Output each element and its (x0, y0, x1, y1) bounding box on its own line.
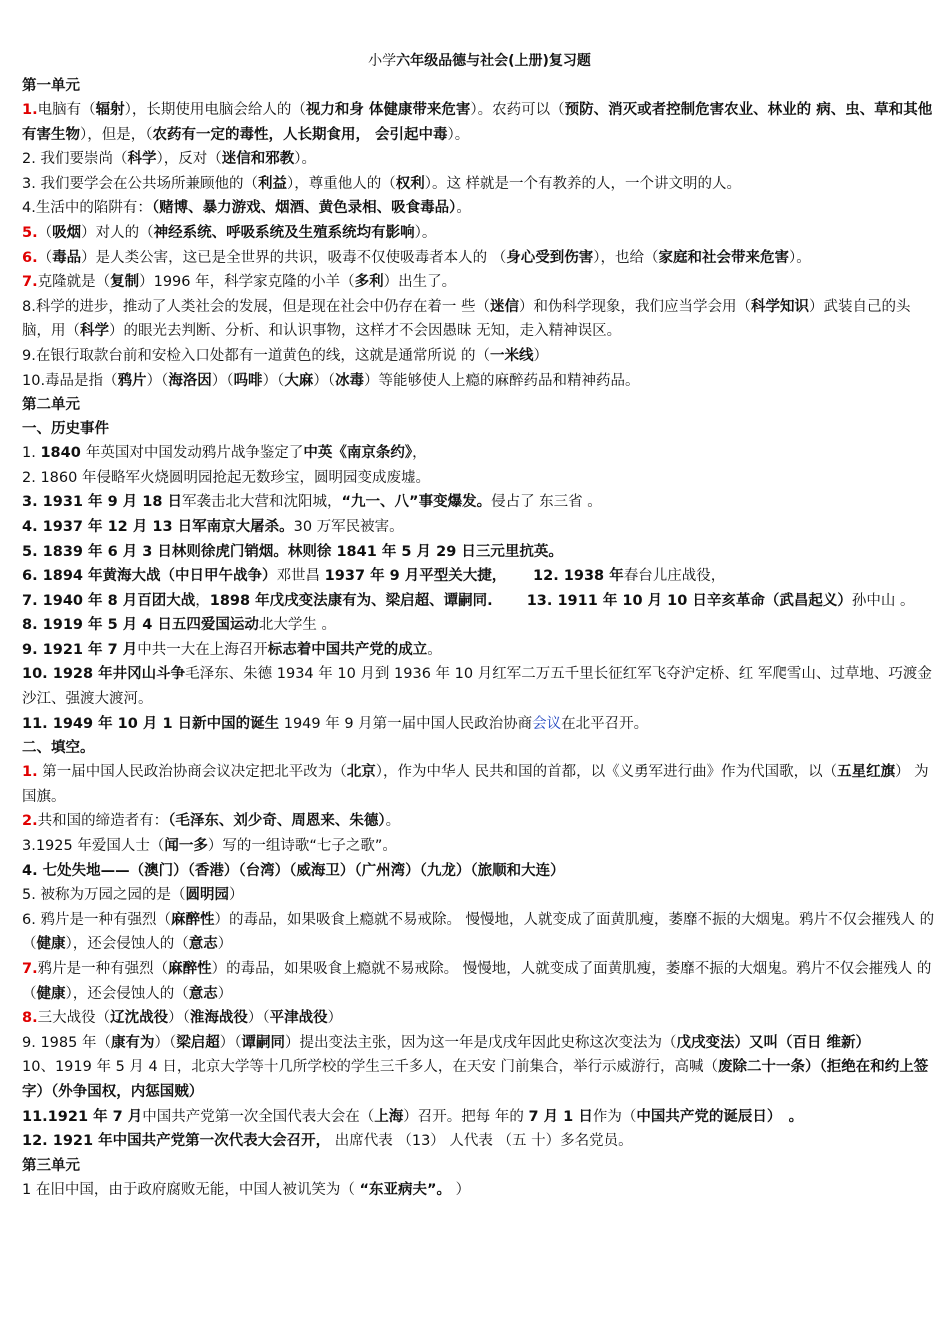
answer-text: 视力和身 体健康带来危害 (305, 102, 471, 118)
answer-text: 神经系统、呼吸系统及生殖系统均有影响 (153, 224, 415, 241)
text-segment: 6. 鸦片是一种有强烈（ (22, 911, 171, 928)
text-segment: ）（ (211, 372, 234, 389)
list-item (22, 515, 937, 540)
answer-text: 意志 (188, 985, 218, 1002)
list-item (22, 295, 937, 344)
answer-text: 身心受到伤害 (506, 249, 594, 266)
answer-text: 中国共产党的诞辰日） 。 (636, 1108, 804, 1125)
text-segment: ）武装自己的头 脑，用（ (22, 298, 911, 340)
list-item (22, 98, 937, 147)
text-segment: 9. 1985 年（ (22, 1034, 111, 1051)
answer-text: 平津战役 (269, 1010, 328, 1027)
unit-3-list (22, 1178, 937, 1203)
answer-text: 复制 (110, 274, 140, 291)
list-item (22, 221, 937, 246)
text-segment: ），还会侵蚀人的（ (65, 985, 189, 1002)
list-item (22, 344, 937, 369)
list-item (22, 1178, 937, 1203)
list-item (22, 270, 937, 295)
text-segment: ）的眼光去判断、分析、和认识事物，这样才不会因愚昧 无知，走入精神误区。 (109, 323, 622, 340)
text-segment: ），作为中华人 民共和国的首都，以《义勇军进行曲》作为代国歌，以（ (375, 764, 838, 781)
text-segment: 北大学生 。 (258, 617, 337, 634)
list-item (22, 1055, 937, 1104)
text-segment: ）（ (313, 372, 336, 389)
text-segment: ） (451, 1181, 471, 1198)
heading-unit-1: 第一单元 (22, 78, 80, 94)
answer-text: 意志 (188, 936, 218, 953)
text-segment: ）。这 样就是一个有教养的人，一个讲文明的人。 (424, 175, 742, 192)
text-segment: 三大战役（ (37, 1010, 111, 1027)
document-title (22, 50, 937, 70)
text-segment: 军袭击北大营和沈阳城， (182, 494, 342, 511)
answer-text: 淮海战役 (189, 1010, 248, 1027)
answer-text: 冰毒 (335, 372, 365, 389)
text-segment: 3.1925 年爱国人士（ (22, 838, 165, 855)
answer-text: 4. 七处失地——（澳门）（香港）（台湾）（威海卫）（广州湾）（九龙）（旅顺和大连） (22, 862, 565, 879)
title-main: 六年级品德与社会(上册)复习题 (396, 53, 591, 69)
text-segment: 3. 我们要学会在公共场所兼顾他的（ (22, 175, 258, 192)
text-segment: ）召开。把每 年的 (403, 1108, 529, 1125)
text-segment: ）（ (168, 1010, 190, 1027)
text-segment: ）的毒品，如果吸食上瘾就不易戒除。 慢慢地，人就变成了面黄肌瘦，萎靡不振的大烟鬼。鸦片不仅会摧残人 的（ (22, 961, 932, 1002)
item-number: 8. (22, 1010, 38, 1027)
text-segment: 。 (385, 813, 401, 830)
text-segment: ），尊重他人的（ (286, 175, 396, 192)
answer-text: 北京 (346, 764, 376, 781)
title-prefix: 小学 (368, 53, 397, 69)
answer-text: 科学 (127, 151, 157, 168)
text-segment: ）（ (247, 1010, 270, 1027)
text-segment: 共和国的缔造者有： (37, 813, 169, 830)
text-segment: ）写的一组诗歌“七子之歌”。 (207, 838, 397, 855)
text-segment: ）（ (146, 372, 169, 389)
text-segment: 电脑有（ (37, 102, 96, 118)
text-segment: ）和伪科学现象，我们应当学会用（ (518, 298, 751, 315)
text-segment: 1 在旧中国，由于政府腐败无能，中国人被讥笑为（ (22, 1181, 360, 1198)
answer-text: 7 月 1 日 (528, 1108, 593, 1125)
list-item (22, 589, 937, 614)
list-item (22, 540, 937, 565)
answer-text: 农药有一定的毒性，人长期食用， 会引起中毒 (152, 126, 448, 143)
text-segment: ）。 (788, 249, 811, 266)
text-segment: 年英国对中国发动鸦片战争鉴定了 (85, 445, 304, 462)
answer-text: 五星红旗 (837, 764, 896, 781)
answer-text: 11.1921 年 7 月 (22, 1108, 143, 1125)
list-item (22, 883, 937, 908)
text-segment: （ (37, 224, 53, 241)
answer-text: 12. 1921 年中国共产党第一次代表大会召开， (22, 1133, 331, 1150)
list-item (22, 809, 937, 834)
text-segment: 2. 我们要崇尚（ (22, 151, 128, 168)
text-segment: 鸦片是一种有强烈（ (37, 961, 169, 977)
answer-text: 上海 (374, 1108, 404, 1125)
list-item (22, 466, 937, 491)
text-segment: 中共一大在上海召开 (137, 641, 268, 658)
answer-text: 闻一多 (164, 838, 208, 855)
list-item (22, 369, 937, 394)
answer-text: “东亚病夫”。 (359, 1181, 452, 1198)
answer-text: 迷信和邪教 (221, 151, 295, 168)
answer-text: 毒品 (52, 249, 82, 266)
answer-text: 多利 (354, 274, 384, 291)
heading-fill-blanks: 二、填空。 (22, 740, 95, 757)
answer-text: 3. 1931 年 9 月 18 日 (22, 494, 183, 511)
answer-text: 迷信 (489, 298, 519, 315)
answer-text: 科学 (80, 323, 109, 340)
list-item (22, 147, 937, 172)
text-segment: ）（ (154, 1034, 177, 1051)
list-item (22, 712, 937, 737)
list-item (22, 638, 937, 663)
text-segment: 孙中山 。 (851, 592, 915, 609)
heading-unit-3: 第三单元 (22, 1157, 80, 1174)
answer-text: 吸烟 (52, 224, 82, 241)
text-segment: 中国共产党第一次全国代表大会在（ (142, 1108, 375, 1125)
answer-text: 10. 1928 年井冈山斗争 (22, 666, 186, 683)
answer-text: 1840 (40, 445, 86, 462)
answer-text: 6. 1894 年黄海大战（中日甲午战争） (22, 568, 277, 585)
text-segment: ）提出变法主张，因为这一年是戊戌年因此史称这次变法为（ (284, 1034, 677, 1051)
item-number: 1. (22, 102, 38, 118)
text-segment: 。 (427, 641, 442, 658)
text-segment: ） (327, 1010, 343, 1027)
document-body (22, 50, 937, 1202)
answer-text: 标志着中国共产党的成立 (267, 641, 428, 658)
item-number: 1. (22, 764, 38, 781)
answer-text: 大麻 (284, 372, 314, 389)
text-segment: 2. 1860 年侵略军火烧圆明园抢起无数珍宝，圆明园变成废墟。 (22, 469, 430, 486)
list-item (22, 564, 937, 589)
text-segment: ） (533, 347, 548, 364)
answer-text: 麻醉性 (170, 911, 215, 928)
text-segment: 出席代表 （13） 人代表 （五 十）多名党员。 (330, 1133, 633, 1150)
list-item (22, 1031, 937, 1056)
unit-1-list (22, 98, 937, 393)
text-segment: 作为（ (592, 1108, 637, 1125)
text-segment: 10.毒品是指（ (22, 372, 118, 389)
text-segment: 春台儿庄战役， (623, 568, 726, 585)
text-segment: ），也给（ (593, 249, 659, 266)
text-segment: ）的毒品，如果吸食上瘾就不易戒除。 慢慢地，人就变成了面黄肌瘦，萎靡不振的大烟鬼。鸦片不仅会摧残人 的（ (22, 911, 935, 953)
list-item (22, 613, 937, 638)
answer-text: 9. 1921 年 7 月 (22, 641, 138, 658)
text-segment: ）。 (294, 151, 316, 168)
text-segment: ），长期使用电脑会给人的（ (124, 102, 306, 118)
text-segment: 毛泽东、朱德 1934 年 10 月到 1936 年 10 月红军二万五千里长征红军飞夺沪定桥、红 军爬雪山、过草地、巧渡金沙江、强渡大渡河。 (22, 666, 932, 708)
text-segment: 10、1919 年 5 月 4 日，北京大学等十几所学校的学生三千多人，在天安 门前集合，举行示威游行，高喊（ (22, 1059, 718, 1076)
item-number: 6. (22, 249, 38, 266)
list-item (22, 246, 937, 271)
answer-text: 中英《南京条约》 (303, 445, 413, 462)
text-segment: 4.生活中的陷阱有： (22, 200, 152, 217)
text-segment: 第一届中国人民政治协商会议决定把北平改为（ (37, 764, 347, 781)
text-segment: 在北平召开。 (561, 715, 649, 732)
answer-text: 海洛因 (168, 372, 212, 389)
item-number: 5. (22, 224, 38, 241)
fill-blanks-list (22, 760, 937, 1154)
list-item (22, 441, 937, 466)
answer-text: 1898 年戊戌变法康有为、梁启超、谭嗣同. 13. 1911 年 10 月 10 日辛亥革命（武昌起义） (209, 592, 852, 609)
answer-text: 戊戌变法）又叫（百日 维新） (676, 1034, 871, 1051)
text-segment: 9.在银行取款台前和安检入口处都有一道黄色的线，这就是通常所说 的（ (22, 347, 490, 364)
text-segment: ） 为国旗。 (22, 764, 929, 805)
answer-text: 家庭和社会带来危害 (658, 249, 789, 266)
answer-text: 1937 年 9 月平型关大捷， 12. 1938 年 (324, 568, 624, 585)
answer-text: （毛泽东、刘少奇、周恩来、朱德） (168, 813, 386, 830)
answer-text: 利益 (257, 175, 287, 192)
text-segment: 克隆就是（ (37, 274, 111, 291)
text-segment: ）（ (219, 1034, 242, 1051)
text-segment: ）。农药可以（ (470, 102, 565, 118)
list-item (22, 859, 937, 884)
text-segment: （ (37, 249, 53, 266)
item-number: 7. (22, 274, 38, 291)
text-segment: ） (217, 985, 233, 1002)
text-segment: ）等能够使人上瘾的麻醉药品和精神药品。 (364, 372, 640, 389)
text-segment: ），但是，（ (80, 126, 153, 143)
list-item (22, 1006, 937, 1031)
text-segment: 8.科学的进步，推动了人类社会的发展，但是现在社会中仍存在着一 些（ (22, 298, 490, 315)
answer-text: 权利 (395, 175, 425, 192)
item-number: 7. (22, 961, 38, 977)
answer-text: 圆明园 (185, 887, 229, 904)
answer-text: 8. 1919 年 5 月 4 日五四爱国运动 (22, 617, 259, 634)
text-segment: 5. 被称为万园之园的是（ (22, 887, 186, 904)
list-item (22, 490, 937, 515)
text-segment: 1949 年 9 月第一届中国人民政治协商 (279, 715, 533, 732)
answer-text: 谭嗣同 (241, 1034, 285, 1051)
answer-text: 11. 1949 年 10 月 1 日新中国的诞生 (22, 715, 280, 732)
answer-text: 预防、消灭或者控制危害农业、林业的 病、虫、草和其他有害生物 (22, 102, 933, 143)
list-item (22, 908, 937, 957)
text-segment: ）对人的（ (81, 224, 154, 241)
text-segment: ）1996 年，科学家克隆的小羊（ (139, 274, 355, 291)
list-item (22, 1129, 937, 1154)
answer-text: 梁启超 (176, 1034, 220, 1051)
text-segment: ）是人类公害，这已是全世界的共识，吸毒不仅使吸毒者本人的 （ (81, 249, 507, 266)
answer-text: 麻醉性 (168, 961, 212, 977)
answer-text: 鸦片 (117, 372, 147, 389)
answer-text: 吗啡 (233, 372, 263, 389)
text-segment: ）（ (262, 372, 285, 389)
answer-text: 废除二十一条）（拒绝在和约上签字）（外争国权，内惩国贼） (22, 1059, 929, 1100)
text-segment: 30 万军民被害。 (293, 518, 404, 535)
heading-unit-2: 第二单元 (22, 397, 80, 414)
link-text[interactable]: 会议 (532, 715, 562, 732)
history-events-list (22, 441, 937, 736)
text-segment: ） (228, 887, 244, 904)
text-segment: ）出生了。 (383, 274, 457, 291)
text-segment: 侵占了 东三省 。 (491, 494, 602, 511)
text-segment: ），还会侵蚀人的（ (65, 936, 189, 953)
text-segment: 。 (456, 200, 471, 217)
answer-text: “九一、八”事变爆发。 (341, 494, 492, 511)
answer-text: （赌博、暴力游戏、烟酒、黄色录相、吸食毒品） (151, 200, 457, 217)
list-item (22, 662, 937, 711)
list-item (22, 760, 937, 809)
list-item (22, 957, 937, 1006)
text-segment: ） (217, 936, 233, 953)
item-number: 2. (22, 813, 38, 830)
answer-text: 科学知识 (750, 298, 809, 315)
answer-text: 一米线 (489, 347, 534, 364)
text-segment: 邓世昌 (276, 568, 325, 585)
answer-text: 辽沈战役 (110, 1010, 169, 1027)
text-segment: 1. (22, 445, 41, 462)
list-item (22, 1105, 937, 1130)
answer-text: 康有为 (110, 1034, 155, 1051)
list-item (22, 172, 937, 197)
text-segment: ）。 (447, 126, 470, 143)
answer-text: 健康 (36, 985, 66, 1002)
list-item (22, 196, 937, 221)
text-segment: ， (195, 592, 210, 609)
answer-text: 5. 1839 年 6 月 3 日林则徐虎门销烟。林则徐 1841 年 5 月 29 日三元里抗英。 (22, 543, 563, 560)
text-segment: ），反对（ (156, 151, 222, 168)
list-item (22, 834, 937, 859)
answer-text: 7. 1940 年 8 月百团大战 (22, 592, 196, 609)
answer-text: 健康 (36, 936, 66, 953)
heading-history-events: 一、历史事件 (22, 421, 109, 438)
text-segment: ）。 (414, 224, 437, 241)
answer-text: 辐射 (95, 102, 125, 118)
text-segment: ， (412, 445, 427, 462)
answer-text: 4. 1937 年 12 月 13 日军南京大屠杀。 (22, 518, 294, 535)
